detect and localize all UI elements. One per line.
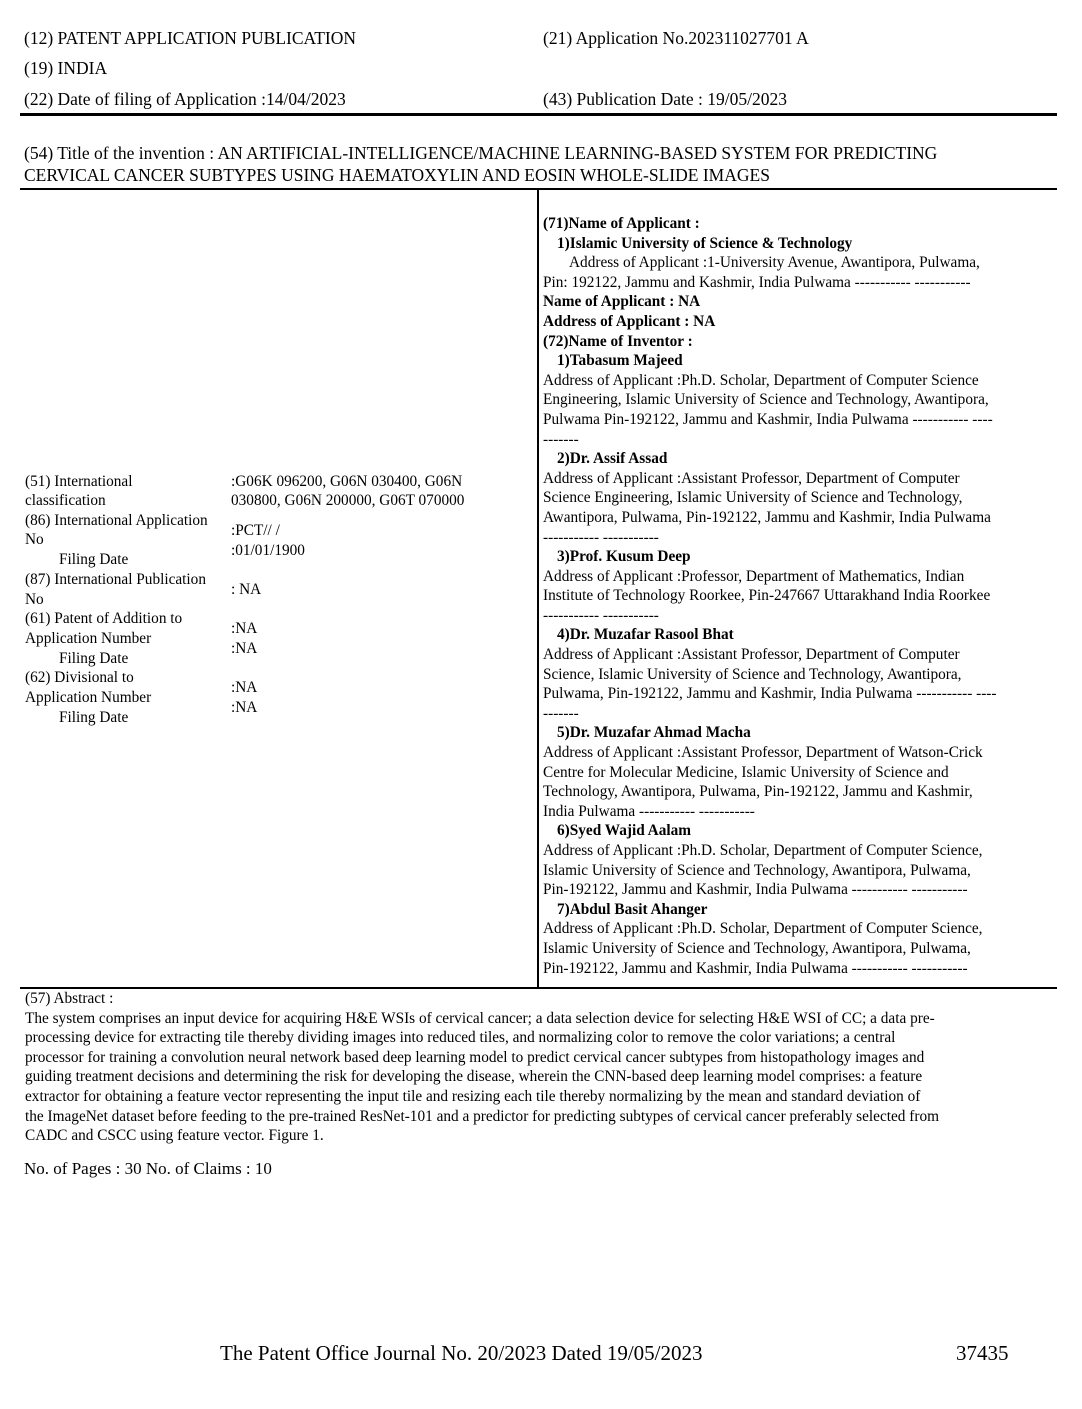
field-61-filing-value: :NA xyxy=(231,640,258,657)
field-61-value: :NA xyxy=(231,620,258,637)
abstract-text: guiding treatment decisions and determining the risk for developing the disease, wherein the CNN-based deep learning model comprises: a feature xyxy=(25,1068,923,1086)
inventor-address: Science, Islamic University of Science and Technology, Awantipora, xyxy=(543,665,962,683)
inventor-address: Institute of Technology Roorkee, Pin-247667 Uttarakhand India Roorkee xyxy=(543,587,991,605)
inventor-address: Science Engineering, Islamic University of Science and Technology, xyxy=(543,489,963,507)
field-62-filing-value: :NA xyxy=(231,699,258,716)
inventor-address: Technology, Awantipora, Pulwama, Pin-192122, Jammu and Kashmir, xyxy=(543,783,973,801)
inventor-address: Awantipora, Pulwama, Pin-192122, Jammu and Kashmir, India Pulwama xyxy=(543,508,991,526)
inventor-address: Islamic University of Science and Technology, Awantipora, Pulwama, xyxy=(543,939,971,957)
publication-type: (12) PATENT APPLICATION PUBLICATION xyxy=(24,28,357,48)
field-86-value: :PCT// / xyxy=(231,522,280,539)
inventor-address: Islamic University of Science and Technology, Awantipora, Pulwama, xyxy=(543,861,971,879)
inventor-address: ----------- ----------- xyxy=(543,528,659,546)
field-62-label-cont: Application Number xyxy=(25,689,152,706)
inventor-address: India Pulwama ----------- ----------- xyxy=(543,802,755,820)
applicant-heading: (71)Name of Applicant : xyxy=(543,215,700,232)
inventor-address: ----------- ----------- xyxy=(543,606,659,624)
publication-date: (43) Publication Date : 19/05/2023 xyxy=(543,89,787,109)
inventor-address: Address of Applicant :Assistant Professor, Department of Watson-Crick xyxy=(543,744,983,762)
abstract-text: the ImageNet dataset before feeding to the pre-trained ResNet-101 and a predictor for predicting subtypes of cervical cancer preferably selected from xyxy=(25,1107,939,1125)
inventor-address: Address of Applicant :Ph.D. Scholar, Department of Computer Science, xyxy=(543,920,983,938)
field-62-label: (62) Divisional to xyxy=(25,669,134,686)
inventor-name: 3)Prof. Kusum Deep xyxy=(557,548,691,566)
inventor-address: Pulwama Pin-192122, Jammu and Kashmir, India Pulwama ----------- ---- xyxy=(543,410,993,428)
field-61-label-cont: Application Number xyxy=(25,630,152,647)
inventor-address: Centre for Molecular Medicine, Islamic University of Science and xyxy=(543,763,949,781)
inventor-address: Pin-192122, Jammu and Kashmir, India Pulwama ----------- ----------- xyxy=(543,881,968,899)
abstract-text: CADC and CSCC using feature vector. Figure 1. xyxy=(25,1127,324,1145)
field-51-label-cont: classification xyxy=(25,492,106,509)
field-61-filing-label: Filing Date xyxy=(59,650,129,667)
inventor-heading: (72)Name of Inventor : xyxy=(543,332,693,350)
field-86-label-cont: No xyxy=(25,531,44,548)
applicant-address: Address of Applicant :1-University Avenue, Awantipora, Pulwama, xyxy=(569,254,980,272)
field-86-filing-label: Filing Date xyxy=(59,551,129,568)
applicants-inventors xyxy=(543,214,1055,978)
filing-date: (22) Date of filing of Application :14/04/2023 xyxy=(24,89,346,109)
field-51-value: :G06K 096200, G06N 030400, G06N xyxy=(231,473,463,490)
abstract xyxy=(25,989,1057,1146)
field-87-label-cont: No xyxy=(25,591,44,608)
abstract-text: processing device for extracting tile thereby dividing images into reduced tiles, and normalizing color to remove the color variations; a central xyxy=(25,1029,896,1047)
abstract-text: The system comprises an input device for acquiring H&E WSIs of cervical cancer; a data selection device for selecting H&E WSI of CC; a data pre- xyxy=(25,1009,935,1027)
applicant-name-na: Name of Applicant : NA xyxy=(543,293,701,311)
header-divider xyxy=(20,113,1057,116)
inventor-address: Pulwama, Pin-192122, Jammu and Kashmir, India Pulwama ----------- ---- xyxy=(543,685,997,703)
abstract-text: processor for training a convolution neural network based deep learning model to predict cervical cancer subtypes from histopathology images and xyxy=(25,1048,925,1066)
applicant-address-na: Address of Applicant : NA xyxy=(543,312,716,330)
inventor-name: 5)Dr. Muzafar Ahmad Macha xyxy=(557,724,751,742)
inventor-name: 7)Abdul Basit Ahanger xyxy=(557,900,708,918)
journal-footer: The Patent Office Journal No. 20/2023 Dated 19/05/2023 xyxy=(220,1341,703,1365)
field-87-label: (87) International Publication xyxy=(25,571,206,588)
country: (19) INDIA xyxy=(24,58,108,78)
application-number: (21) Application No.202311027701 A xyxy=(543,28,809,48)
inventor-address: Address of Applicant :Ph.D. Scholar, Department of Computer Science, xyxy=(543,842,983,859)
field-87-value: : NA xyxy=(231,581,262,598)
column-divider xyxy=(537,190,539,988)
inventor-name: 6)Syed Wajid Aalam xyxy=(557,822,692,840)
page-number: 37435 xyxy=(956,1341,1009,1365)
applicant-name: 1)Islamic University of Science & Technology xyxy=(557,234,853,252)
inventor-address: ------- xyxy=(543,430,579,448)
applicant-address-cont: Pin: 192122, Jammu and Kashmir, India Pulwama ----------- ----------- xyxy=(543,273,971,291)
field-86-label: (86) International Application xyxy=(25,512,208,529)
inventor-address: Address of Applicant :Professor, Department of Mathematics, Indian xyxy=(543,567,965,585)
pages-claims: No. of Pages : 30 No. of Claims : 10 xyxy=(24,1159,272,1178)
field-62-value: :NA xyxy=(231,679,258,696)
field-62-filing-label: Filing Date xyxy=(59,709,129,726)
field-51-value-cont: 030800, G06N 200000, G06T 070000 xyxy=(231,492,465,509)
inventor-address: Address of Applicant :Ph.D. Scholar, Department of Computer Science xyxy=(543,371,979,389)
field-61-label: (61) Patent of Addition to xyxy=(25,610,183,627)
invention-title-line2: CERVICAL CANCER SUBTYPES USING HAEMATOXYLIN AND EOSIN WHOLE-SLIDE IMAGES xyxy=(24,165,770,185)
inventor-address: Pin-192122, Jammu and Kashmir, India Pulwama ----------- ----------- xyxy=(543,959,968,977)
inventor-address: Engineering, Islamic University of Science and Technology, Awantipora, xyxy=(543,391,989,409)
field-86-filing-value: :01/01/1900 xyxy=(231,542,305,559)
abstract-text: extractor for obtaining a feature vector representing the input tile and resizing each tile thereby normalizing by the mean and standard deviation of xyxy=(25,1087,921,1105)
inventor-address: ------- xyxy=(543,704,579,722)
abstract-heading: (57) Abstract : xyxy=(25,990,114,1007)
invention-title-line1: (54) Title of the invention : AN ARTIFICIAL-INTELLIGENCE/MACHINE LEARNING-BASED SYSTEM FOR PREDICTING xyxy=(24,143,938,163)
inventor-name: 1)Tabasum Majeed xyxy=(557,352,683,370)
inventor-name: 2)Dr. Assif Assad xyxy=(557,450,668,468)
inventor-address: Address of Applicant :Assistant Professor, Department of Computer xyxy=(543,469,960,487)
inventor-address: Address of Applicant :Assistant Professor, Department of Computer xyxy=(543,646,960,664)
inventor-name: 4)Dr. Muzafar Rasool Bhat xyxy=(557,626,734,644)
field-51-label: (51) International xyxy=(25,473,133,490)
